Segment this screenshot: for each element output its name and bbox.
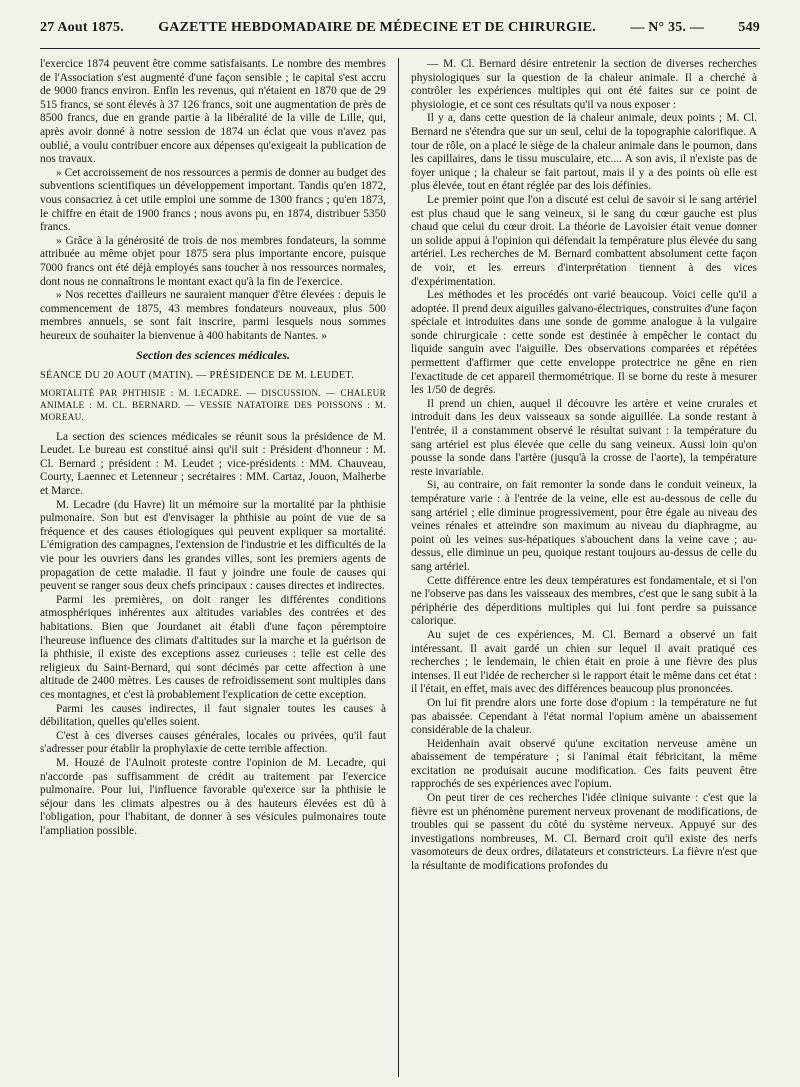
left-paragraph-10: M. Houzé de l'Aulnoit proteste contre l'opinion de M. Lecadre, qui n'accorde pas suffisamment de crédit au traitement par l'exercice pulmonaire. Pour lui, l'influence favorable qu'exerce sur la phthisie le séjour dans les climats alpestres ou à des hauteurs élevées est dû à l'obligation, pour l'habitant, de donner à ses vésicules pulmonaires toute l'ampliation possible. — [40, 756, 386, 837]
right-paragraph-1: — M. Cl. Bernard désire entretenir la section de diverses recherches physiologiques sur la question de la chaleur animale. Il a cherché à contrôler les expériences multiples qui ont été faites sur ce point de physiologie, et ce sont ces résultats qu'il va nous exposer : — [411, 58, 757, 111]
left-paragraph-7: Parmi les premières, on doit ranger les différentes conditions atmosphériques inhérentes aux altitudes variables des contrées et des habitations. Bien que Jourdanet ait établi d'une façon péremptoire l'heureuse influence des climats d'altitudes sur la marche et la guérison de la phthisie, il existe des exceptions assez curieuses : telle est celle des religieux du Saint-Bernard, qui sont décimés par cette affection à une altitude de 2400 mètres. Les causes de refroidissement sont multiples dans ces montagnes, et c'est là probablement l'explication de cette exception. — [40, 593, 386, 701]
right-paragraph-11: On peut tirer de ces recherches l'idée clinique suivante : c'est que la fièvre est un phénomène purement nerveux provenant de modifications, de troubles qui se passent du côté du système nerveux. Appuyé sur des investigations nombreuses, M. Cl. Bernard croit qu'il existe des nerfs vasomoteurs de deux ordres, dilatateurs et constricteurs. La fièvre n'est que la résultante de modifications profondes du — [411, 792, 757, 873]
right-paragraph-2: Il y a, dans cette question de la chaleur animale, deux points ; M. Cl. Bernard ne s'étendra que sur un seul, celui de la topographie calorifique. A tour de rôle, on a placé le siège de la chaleur animale dans le poumon, dans les capillaires, dans le tissu musculaire, etc.... A son avis, il n'existe pas de foyer unique ; la chaleur se fait partout, mais il y a des points où elle est plus élevée, tout en étant réglée par des lois définies. — [411, 112, 757, 193]
right-paragraph-10: Heidenhain avait observé qu'une excitation nerveuse amène un abaissement de température ; si l'animal était fébricitant, la même excitation ne produisait aucune modification. Ces faits peuvent être rapprochés de ses expériences avec l'opium. — [411, 737, 757, 791]
header-page-number: 549 — [738, 20, 760, 35]
right-paragraph-3: Le premier point que l'on a discuté est celui de savoir si le sang artériel est plus chaud que le sang veineux, si le sang du cœur gauche est plus chaud que celui du cœur droit. La théorie de Lavoisier était venue donner un solide appui à l'opinion qui défendait la température plus élevée du sang artériel. Les recherches de M. Bernard combattent absolument cette façon de voir, et les erreurs d'interprétation tiennent à des vices d'expérimentation. — [411, 193, 757, 288]
right-paragraph-7: Cette différence entre les deux températures est fondamentale, et si l'on ne l'observe pas dans les vaisseaux des membres, c'est que le sang subit à la périphérie des déperditions multiples qui lui font perdre sa puissance calorique. — [411, 574, 757, 628]
left-paragraph-2: » Cet accroissement de nos ressources a permis de donner au budget des subventions scientifiques un développement important. Tandis qu'en 1872, vous consacriez à cet utile emploi une somme de 1300 francs ; qu'en 1873, le chiffre en était de 1900 francs ; nous avons pu, en 1874, distribuer 5350 francs. — [40, 166, 386, 234]
header-number: — N° 35. — — [630, 20, 705, 35]
header-rule — [40, 48, 760, 49]
left-paragraph-3: » Grâce à la générosité de trois de nos membres fondateurs, la somme attribuée au même objet pour 1875 sera plus importante encore, puisque 7000 francs ont été déjà employés sans toucher à nos ressources normales, dont nous ne connaîtrons le montant exact qu'à la fin de l'exercice. — [40, 234, 386, 288]
left-paragraph-6: M. Lecadre (du Havre) lit un mémoire sur la mortalité par la phthisie pulmonaire. Son but est d'envisager la phthisie au point de vue de sa fréquence et des causes étiologiques qui peuvent expliquer sa mortalité. L'émigration des campagnes, l'extension de l'industrie et les difficultés de la vie pour les ouvriers dans les grandes villes, sont les premiers agents de propagation de cette maladie. Il faut y joindre une foule de causes qui peuvent se ranger sous deux chefs principaux : causes directes et indirectes. — [40, 498, 386, 593]
right-paragraph-6: Si, au contraire, on fait remonter la sonde dans le conduit veineux, la température varie : à l'entrée de la veine, elle est au-dessous de celle du sang artériel ; elle diminue progressivement, pour être égale au niveau des veines rénales et atteindre son maximum au niveau du diaphragme, au point où les veines sus-hépatiques s'abouchent dans la veine cave ; au-dessus, elle diminue un peu, quoique restant toujours au-dessus de celle du sang artériel. — [411, 479, 757, 573]
left-paragraph-5: La section des sciences médicales se réunit sous la présidence de M. Leudet. Le bureau est constitué ainsi qu'il suit : Président d'honneur : M. Cl. Bernard ; président : M. Leudet ; vice-présidents : MM. Chauveau, Courty, Laennec et Letenneur ; secrétaires : MM. Cartaz, Jouon, Malherbe et Marce. — [40, 430, 386, 498]
header-date: 27 Aout 1875. — [40, 20, 124, 35]
left-paragraph-8: Parmi les causes indirectes, il faut signaler toutes les causes à débilitation, quelles qu'elles soient. — [40, 702, 386, 729]
seance-heading: SÉANCE DU 20 AOUT (MATIN). — PRÉSIDENCE DE M. LEUDET. — [40, 370, 355, 382]
right-paragraph-9: On lui fit prendre alors une forte dose d'opium : la température ne fut pas abaissée. Cependant à l'état normal l'opium amène un abaissement considérable de la chaleur. — [411, 696, 757, 737]
left-paragraph-1: l'exercice 1874 peuvent être comme satisfaisants. Le nombre des membres de l'Association s'est augmenté d'une façon sensible ; le capital s'est accru de 9000 francs environ. Enfin les revenus, qui n'étaient en 1870 que de 29 515 francs, se sont élevés à 37 126 francs, soit une augmentation de près de 8500 francs, due en grande partie à la libéralité de la ville de Lille, qui, après avoir donné à notre session de 1874 un éclat que vous n'avez pas oublié, a voulu contribuer encore aux dépenses qu'exigeait la publication de nos travaux. — [40, 58, 386, 166]
left-column — [40, 58, 386, 1081]
column-rule — [398, 58, 399, 1077]
right-paragraph-5: Il prend un chien, auquel il découvre les artère et veine crurales et introduit dans les deux vaisseaux sa sonde aiguillée. La sonde restant à l'entrée, il a constamment observé le résultat suivant : la température du sang artériel est plus élevée que celle du sang veineux. Aussi loin qu'on pousse la sonde dans l'artère (jusqu'à la crosse de l'aorte), la température reste invariable. — [411, 397, 757, 478]
right-paragraph-4: Les méthodes et les procédés ont varié beaucoup. Voici celle qu'il a adoptée. Il prend deux aiguilles galvano-électriques, construites d'une façon spéciale et introduites dans une sonde de gomme analogue à la vulgaire sonde chirurgicale : cette sonde est destinée à empêcher le contact du liquide sanguin avec l'aiguille. Des observations comparées et répétées permettent d'affirmer que cette enveloppe protectrice ne gêne en rien l'exactitude de cet appareil thermométrique. Il se borne du reste à mesurer les 1/50 de degrés. — [411, 289, 757, 397]
right-paragraph-8: Au sujet de ces expériences, M. Cl. Bernard a observé un fait intéressant. Il avait gardé un chien sur lequel il avait pratiqué ces recherches ; le lendemain, le chien était en proie à une fièvre des plus intenses. Il eut l'idée de rechercher si le rapport était le même dans cet état : il l'était, en effet, mais avec des différences beaucoup plus prononcées. — [411, 628, 757, 696]
left-paragraph-4: » Nos recettes d'ailleurs ne sauraient manquer d'être élevées : depuis le commencement de 1875, 43 membres fondateurs nouveaux, plus 500 membres annuels, se sont fait inscrire, parmi lesquels nous sommes heureux de souhaiter la bienvenue à 400 habitants de Nantes. » — [40, 289, 386, 342]
section-title: Section des sciences médicales. — [136, 348, 290, 363]
left-paragraph-9: C'est à ces diverses causes générales, locales ou privées, qu'il faut s'adresser pour établir la prophylaxie de cette terrible affection. — [40, 729, 386, 756]
right-column — [411, 58, 757, 1081]
session-summary: MORTALITÉ PAR PHTHISIE : M. LECADRE. — DISCUSSION. — CHALEUR ANIMALE : M. CL. BERNARD. — VESSIE NATATOIRE DES POISSONS : M. MOREAU. — [40, 387, 386, 422]
header-title: GAZETTE HEBDOMADAIRE DE MÉDECINE ET DE CHIRURGIE. — [158, 20, 596, 35]
page-header — [40, 20, 760, 36]
